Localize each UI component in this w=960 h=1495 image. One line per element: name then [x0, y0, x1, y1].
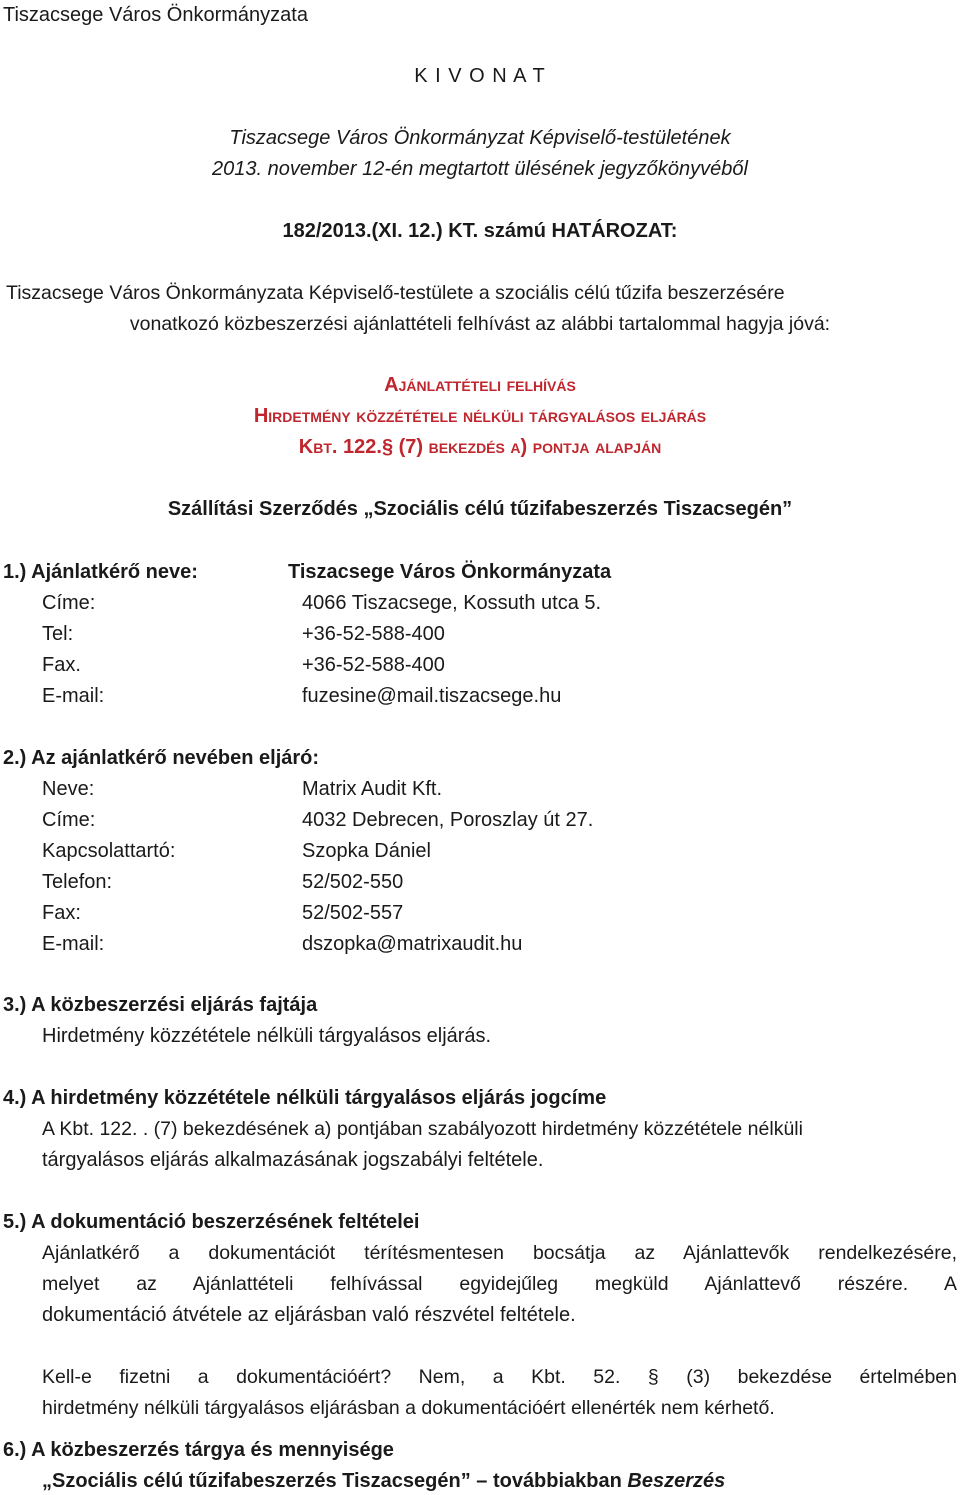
- fax-label: Fax.: [42, 654, 81, 676]
- email-label: E-mail:: [42, 685, 105, 707]
- kivonat-subtitle-2: 2013. november 12-én megtartott ülésének jegyzőkönyvéből: [212, 158, 748, 180]
- agent-fax-label: Fax:: [42, 902, 81, 924]
- subject-italic: Beszerzés: [627, 1470, 726, 1492]
- section1-heading: 1.) Ajánlatkérő neve:: [3, 561, 198, 583]
- section3-heading: 3.) A közbeszerzési eljárás fajtája: [3, 994, 318, 1016]
- agent-fax-value: 52/502-557: [302, 902, 404, 924]
- agent-address-label: Címe:: [42, 809, 96, 831]
- address-value: 4066 Tiszacsege, Kossuth utca 5.: [302, 592, 602, 614]
- contact-label: Kapcsolattartó:: [42, 840, 176, 862]
- section5-para1-line-1: Ajánlatkérő a dokumentációt térítésmentesen bocsátja az Ajánlattevők rendelkezésére,: [42, 1242, 957, 1264]
- section2-heading: 2.) Az ajánlatkérő nevében eljáró:: [3, 747, 320, 769]
- section5-para2-line-2: hirdetmény nélküli tárgyalásos eljárásban a dokumentációért ellenérték nem kérhető.: [42, 1397, 775, 1419]
- section5-para2-line-1: Kell-e fizetni a dokumentációért? Nem, a Kbt. 52. § (3) bekezdése értelmében: [42, 1366, 957, 1388]
- section5-para1-line-3: dokumentáció átvétele az eljárásban való részvétel feltétele.: [42, 1304, 576, 1326]
- section6-subject: [42, 1469, 725, 1493]
- legal-basis-kbt: Kbt. 122.: [298, 436, 382, 458]
- section6-heading: 6.) A közbeszerzés tárgya és mennyisége: [3, 1439, 394, 1461]
- fax-value: +36-52-588-400: [302, 654, 445, 676]
- section3-text: Hirdetmény közzététele nélküli tárgyalásos eljárás.: [42, 1025, 492, 1047]
- agent-name-label: Neve:: [42, 778, 95, 800]
- section4-heading: 4.) A hirdetmény közzététele nélküli tárgyalásos eljárás jogcíme: [3, 1087, 607, 1109]
- section4-line-2: tárgyalásos eljárás alkalmazásának jogszabályi feltétele.: [42, 1149, 544, 1171]
- kivonat-subtitle-1: Tiszacsege Város Önkormányzat Képviselő-testületének: [229, 127, 731, 149]
- agent-name-value: Matrix Audit Kft.: [302, 778, 443, 800]
- section-sign: §: [381, 436, 394, 458]
- header-org: Tiszacsege Város Önkormányzata: [3, 4, 308, 26]
- invitation-legal-basis: [0, 435, 960, 459]
- agent-phone-value: 52/502-550: [302, 871, 404, 893]
- agent-email-value: dszopka@matrixaudit.hu: [302, 933, 523, 955]
- agent-phone-label: Telefon:: [42, 871, 113, 893]
- phone-value: +36-52-588-400: [302, 623, 445, 645]
- section5-para1-line-2: melyet az Ajánlattételi felhívással egyidejűleg megküld Ajánlattevő részére. A: [42, 1273, 957, 1295]
- address-label: Címe:: [42, 592, 96, 614]
- section4-line-1: A Kbt. 122. . (7) bekezdésének a) pontjában szabályozott hirdetmény közzététele nélküli: [42, 1118, 803, 1140]
- invitation-procedure: Hirdetmény közzététele nélküli tárgyalásos eljárás: [253, 405, 707, 427]
- document-title: K I V O N A T: [414, 65, 546, 87]
- contact-value: Szopka Dániel: [302, 840, 431, 862]
- agent-address-value: 4032 Debrecen, Poroszlay út 27.: [302, 809, 594, 831]
- agent-email-label: E-mail:: [42, 933, 105, 955]
- resolution-intro-2: vonatkozó közbeszerzési ajánlattételi felhívást az alábbi tartalommal hagyja jóvá:: [129, 313, 831, 335]
- invitation-title: Ajánlattételi felhívás: [384, 374, 576, 396]
- legal-basis-rest: (7) bekezdés a) pontja alapján: [393, 436, 662, 458]
- resolution-intro-1: Tiszacsege Város Önkormányzata Képviselő-testülete a szociális célú tűzifa beszerzésére: [6, 282, 785, 304]
- contracting-authority-name: Tiszacsege Város Önkormányzata: [288, 561, 612, 583]
- resolution-number: 182/2013.(XI. 12.) KT. számú HATÁROZAT:: [282, 220, 678, 242]
- email-value: fuzesine@mail.tiszacsege.hu: [302, 685, 562, 707]
- subject-text: „Szociális célú tűzifabeszerzés Tiszacsegén” – továbbiakban: [42, 1470, 622, 1492]
- phone-label: Tel:: [42, 623, 74, 645]
- contract-title: Szállítási Szerződés „Szociális célú tűzifabeszerzés Tiszacsegén”: [167, 498, 793, 520]
- section5-heading: 5.) A dokumentáció beszerzésének feltételei: [3, 1211, 420, 1233]
